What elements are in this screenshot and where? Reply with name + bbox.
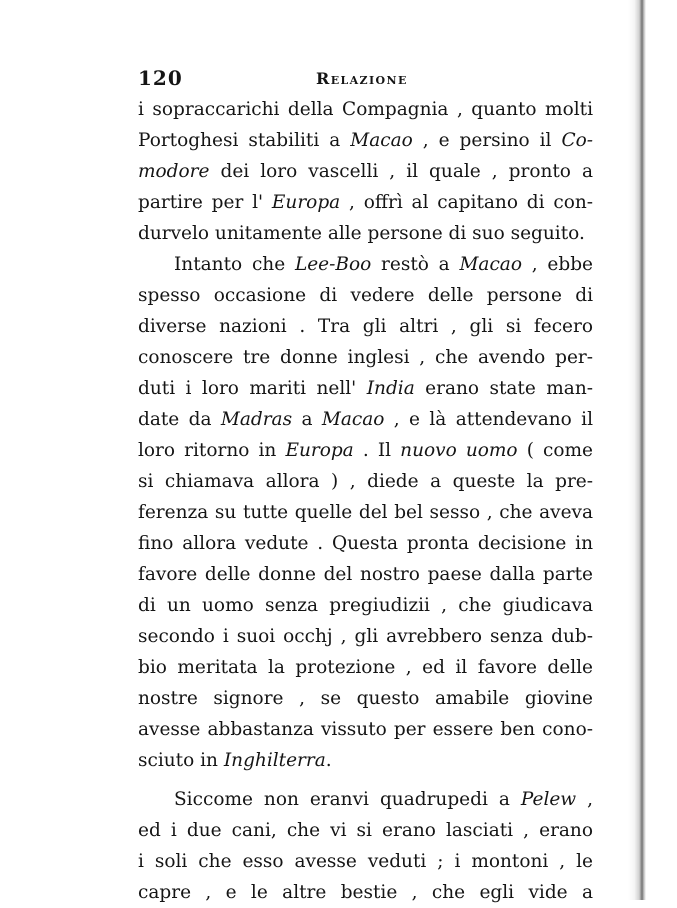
text-line	[138, 156, 593, 187]
text-line	[138, 466, 593, 497]
text-line	[138, 815, 593, 846]
text-run: dei loro vascelli , il quale , pronto a	[209, 161, 593, 182]
italic-text: Macao	[321, 409, 385, 430]
text-line	[138, 435, 593, 466]
text-run: secondo i suoi occhj , gli avrebbero senza dub-	[138, 626, 593, 647]
text-run: durvelo unitamente alle persone di suo seguito.	[138, 223, 585, 244]
text-line	[138, 373, 593, 404]
text-line	[138, 714, 593, 745]
italic-text: Madras	[220, 409, 293, 430]
text-line	[138, 877, 593, 908]
text-run: i sopraccarichi della Compagnia , quanto molti	[138, 99, 593, 120]
text-line	[138, 846, 593, 877]
paragraph-gap	[138, 776, 593, 784]
text-run: si chiamava allora ) , diede a queste la pre-	[138, 471, 593, 492]
italic-text: Lee-Boo	[294, 254, 372, 275]
page-number: 120	[138, 66, 183, 90]
text-run: , ebbe	[521, 254, 593, 275]
italic-text: Pelew	[520, 789, 577, 810]
text-run: conoscere tre donne inglesi , che avendo per-	[138, 347, 593, 368]
text-line	[138, 94, 593, 125]
text-run: loro ritorno in	[138, 440, 286, 461]
text-line	[138, 745, 593, 776]
text-line	[138, 497, 593, 528]
text-line	[138, 621, 593, 652]
text-run: diverse nazioni . Tra gli altri , gli si fecero	[138, 316, 593, 337]
text-run: spesso occasione di vedere delle persone di	[138, 285, 593, 306]
text-line	[138, 652, 593, 683]
text-line	[138, 784, 593, 815]
text-line	[138, 559, 593, 590]
text-run: , e persino il	[412, 130, 562, 151]
italic-text: modore	[138, 161, 210, 182]
text-run: partire per l'	[138, 192, 272, 213]
text-run: ed i due cani, che vi si erano lasciati , erano	[138, 820, 593, 841]
text-line	[138, 187, 593, 218]
text-run: nostre signore , se questo amabile giovine	[138, 688, 593, 709]
text-run: restò a	[371, 254, 460, 275]
text-run: fino allora vedute . Questa pronta decisione in	[138, 533, 593, 554]
italic-text: Europa	[285, 440, 354, 461]
text-run: ferenza su tutte quelle del bel sesso , che aveva	[138, 502, 593, 523]
text-line	[138, 280, 593, 311]
text-run: , e là attendevano il	[384, 409, 593, 430]
text-line	[138, 125, 593, 156]
text-run: sciuto in	[138, 750, 224, 771]
italic-text: Inghilterra	[223, 750, 326, 771]
text-line	[138, 528, 593, 559]
text-line	[138, 590, 593, 621]
text-run: bio meritata la protezione , ed il favore delle	[138, 657, 593, 678]
text-line	[138, 404, 593, 435]
text-run: Portoghesi stabiliti a	[138, 130, 351, 151]
text-line	[138, 311, 593, 342]
body-text	[138, 94, 593, 908]
text-line	[138, 249, 593, 280]
text-run: date da	[138, 409, 221, 430]
text-line	[138, 683, 593, 714]
italic-text: India	[366, 378, 415, 399]
italic-text: Macao	[459, 254, 522, 275]
text-run: a	[292, 409, 322, 430]
text-run: favore delle donne del nostro paese dalla parte	[138, 564, 593, 585]
text-run: di un uomo senza pregiudizii , che giudicava	[138, 595, 593, 616]
text-run: capre , e le altre bestie , che egli vide a	[138, 882, 593, 903]
page-header	[138, 66, 598, 92]
text-run: ,	[576, 789, 593, 810]
italic-text: Europa	[271, 192, 341, 213]
text-run: . Il	[353, 440, 401, 461]
text-run: duti i loro mariti nell'	[138, 378, 367, 399]
page-gutter-shadow	[628, 0, 646, 900]
text-run: erano state man-	[414, 378, 593, 399]
text-run: , offrì al capitano di con-	[340, 192, 593, 213]
running-title: Relazione	[316, 69, 408, 88]
text-run: i soli che esso avesse veduti ; i montoni , le	[138, 851, 593, 872]
italic-text: Co-	[561, 130, 593, 151]
text-run: ( come	[517, 440, 593, 461]
text-run: Siccome non eranvi quadrupedi a	[174, 789, 521, 810]
text-run: avesse abbastanza vissuto per essere ben cono-	[138, 719, 593, 740]
text-run: .	[325, 750, 332, 771]
italic-text: nuovo uomo	[400, 440, 518, 461]
text-line	[138, 342, 593, 373]
italic-text: Macao	[350, 130, 413, 151]
text-run: Intanto che	[174, 254, 295, 275]
text-line	[138, 218, 593, 249]
